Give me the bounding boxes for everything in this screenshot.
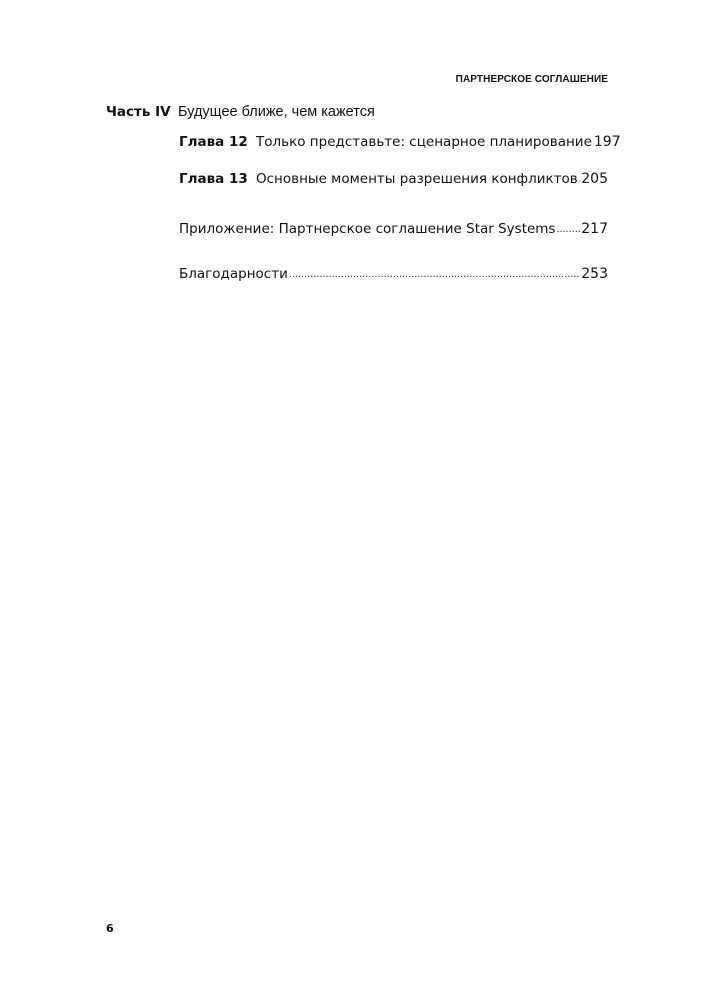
- dot-leader: [579, 175, 581, 185]
- dot-leader: [556, 225, 580, 235]
- chapter-title: Основные моменты разрешения конфликтов: [256, 171, 578, 187]
- acknowledgements-title: Благодарности: [179, 266, 288, 282]
- dot-leader: [289, 270, 580, 280]
- page-number: 253: [581, 266, 608, 282]
- chapter-title: Только представьте: сценарное планирование: [256, 134, 592, 150]
- toc-entry-acknowledgements[interactable]: [179, 266, 608, 282]
- toc-entry-chapter-13[interactable]: [179, 171, 608, 187]
- chapter-label: Глава 13: [179, 171, 248, 187]
- toc-entry-appendix[interactable]: [179, 221, 608, 237]
- part-title: Будущее ближе, чем кажется: [178, 104, 375, 120]
- running-header: ПАРТНЕРСКОЕ СОГЛАШЕНИЕ: [455, 74, 608, 85]
- page-number: 217: [581, 221, 608, 237]
- folio-page-number: 6: [106, 922, 114, 935]
- part-label: Часть IV: [106, 104, 171, 120]
- part-heading: [106, 104, 375, 120]
- page-number: 197: [593, 134, 621, 150]
- chapter-label: Глава 12: [179, 134, 248, 150]
- page-number: 205: [581, 171, 608, 187]
- toc-entry-chapter-12[interactable]: [179, 134, 621, 150]
- appendix-title: Приложение: Партнерское соглашение Star Systems: [179, 221, 556, 237]
